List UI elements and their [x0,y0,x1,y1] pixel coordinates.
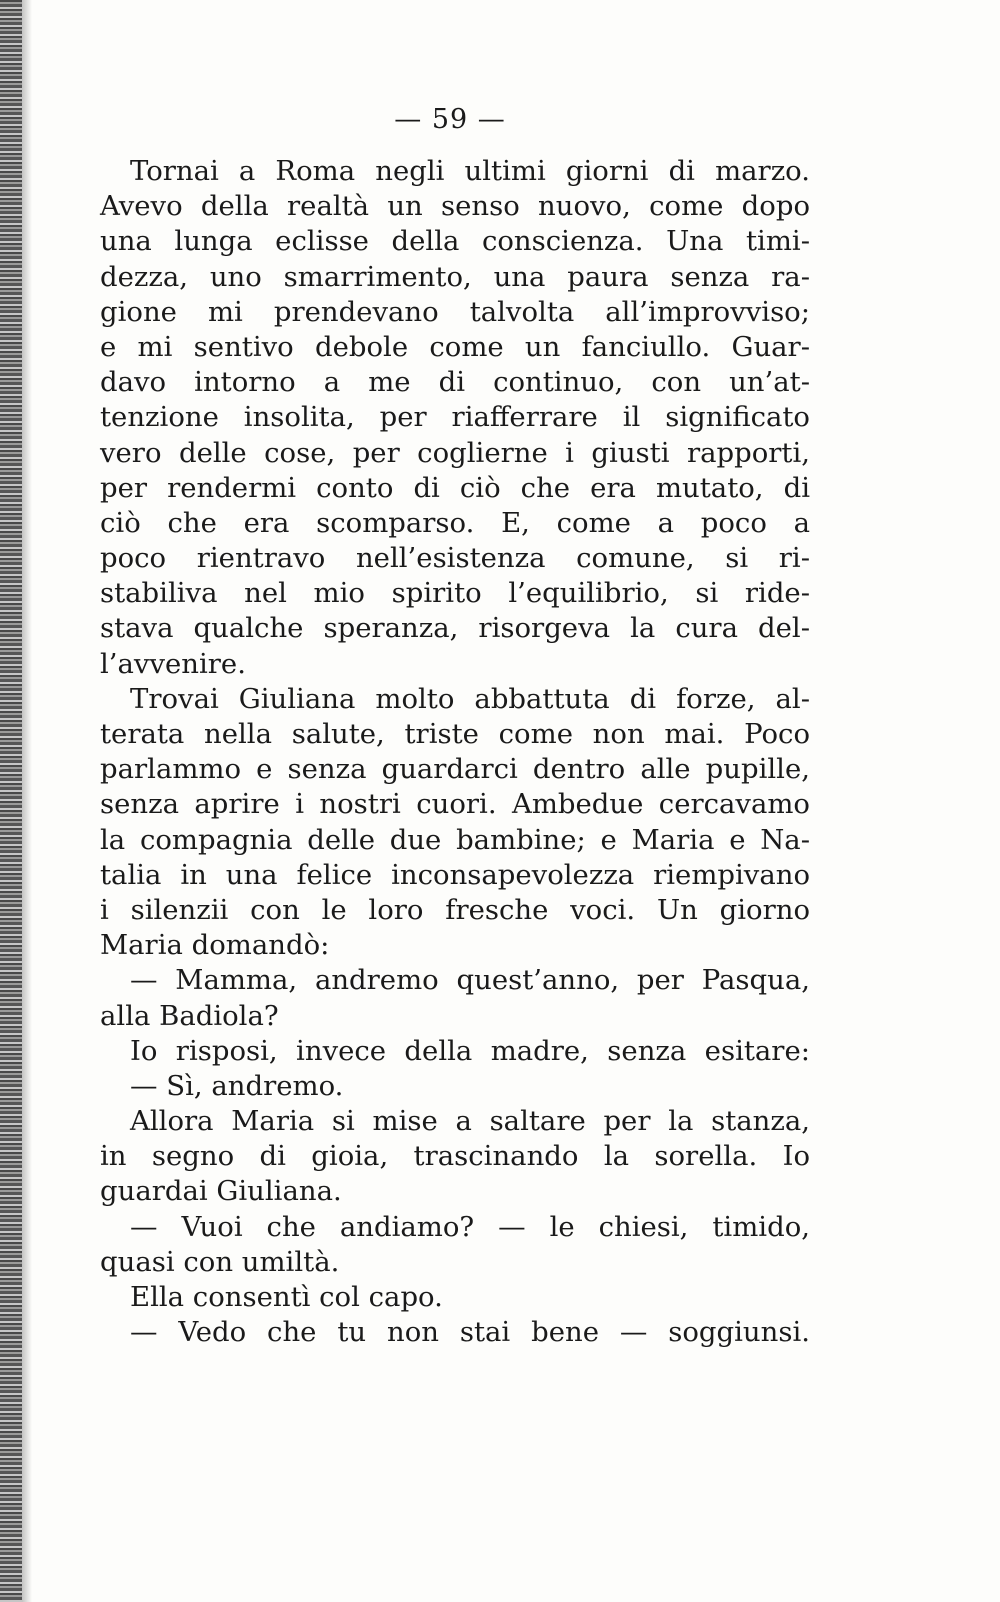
text-line: davo intorno a me di continuo, con un’at- [100,366,810,399]
text-line: tenzione insolita, per riafferrare il significato [100,401,810,434]
text-line: Allora Maria si mise a saltare per la stanza, [130,1105,810,1138]
text-line: talia in una felice inconsapevolezza riempivano [100,858,810,891]
text-line: gione mi prendevano talvolta all’improvviso; [100,295,810,328]
text-line: guardai Giuliana. [100,1175,342,1208]
text-line: e mi sentivo debole come un fanciullo. Guar- [100,330,810,363]
text-line: l’avvenire. [100,647,246,680]
text-line: — Mamma, andremo quest’anno, per Pasqua, [130,964,810,997]
text-line: ciò che era scomparso. E, come a poco a [100,506,810,539]
binding-edge [0,0,22,1602]
text-line: quasi con umiltà. [100,1245,340,1278]
text-line: poco rientravo nell’esistenza comune, si ri- [100,542,810,575]
page-number: — 59 — [394,104,506,135]
text-line: Ella consentì col capo. [130,1281,443,1313]
body-text [100,154,810,1350]
text-line: per rendermi conto di ciò che era mutato, di [100,471,810,504]
text-line: terata nella salute, triste come non mai. Poco [100,718,810,750]
text-line: Maria domandò: [100,929,330,962]
text-line: alla Badiola? [100,999,279,1032]
text-line: stabiliva nel mio spirito l’equilibrio, si ride- [100,577,810,610]
text-line: vero delle cose, per coglierne i giusti rapporti, [100,436,810,469]
text-line: Avevo della realtà un senso nuovo, come dopo [100,190,810,223]
text-line: — Vedo che tu non stai bene — soggiunsi. [130,1316,810,1349]
text-line: parlammo e senza guardarci dentro alle pupille, [100,753,810,786]
text-line: una lunga eclisse della conscienza. Una timi- [100,225,810,258]
text-line: Trovai Giuliana molto abbattuta di forze, al- [130,682,810,715]
text-line: dezza, uno smarrimento, una paura senza ra- [100,260,810,293]
text-line: la compagnia delle due bambine; e Maria e Na- [100,823,810,856]
text-line: senza aprire i nostri cuori. Ambedue cercavamo [100,788,810,821]
text-line: — Vuoi che andiamo? — le chiesi, timido, [130,1210,810,1243]
text-line: Tornai a Roma negli ultimi giorni di marzo. [130,155,810,187]
text-line: i silenzii con le loro fresche voci. Un giorno [100,893,810,926]
text-line: Io risposi, invece della madre, senza esitare: [130,1034,810,1067]
text-line: stava qualche speranza, risorgeva la cura del- [100,612,810,645]
text-line: in segno di gioia, trascinando la sorella. Io [100,1140,810,1173]
text-line: — Sì, andremo. [130,1069,344,1102]
